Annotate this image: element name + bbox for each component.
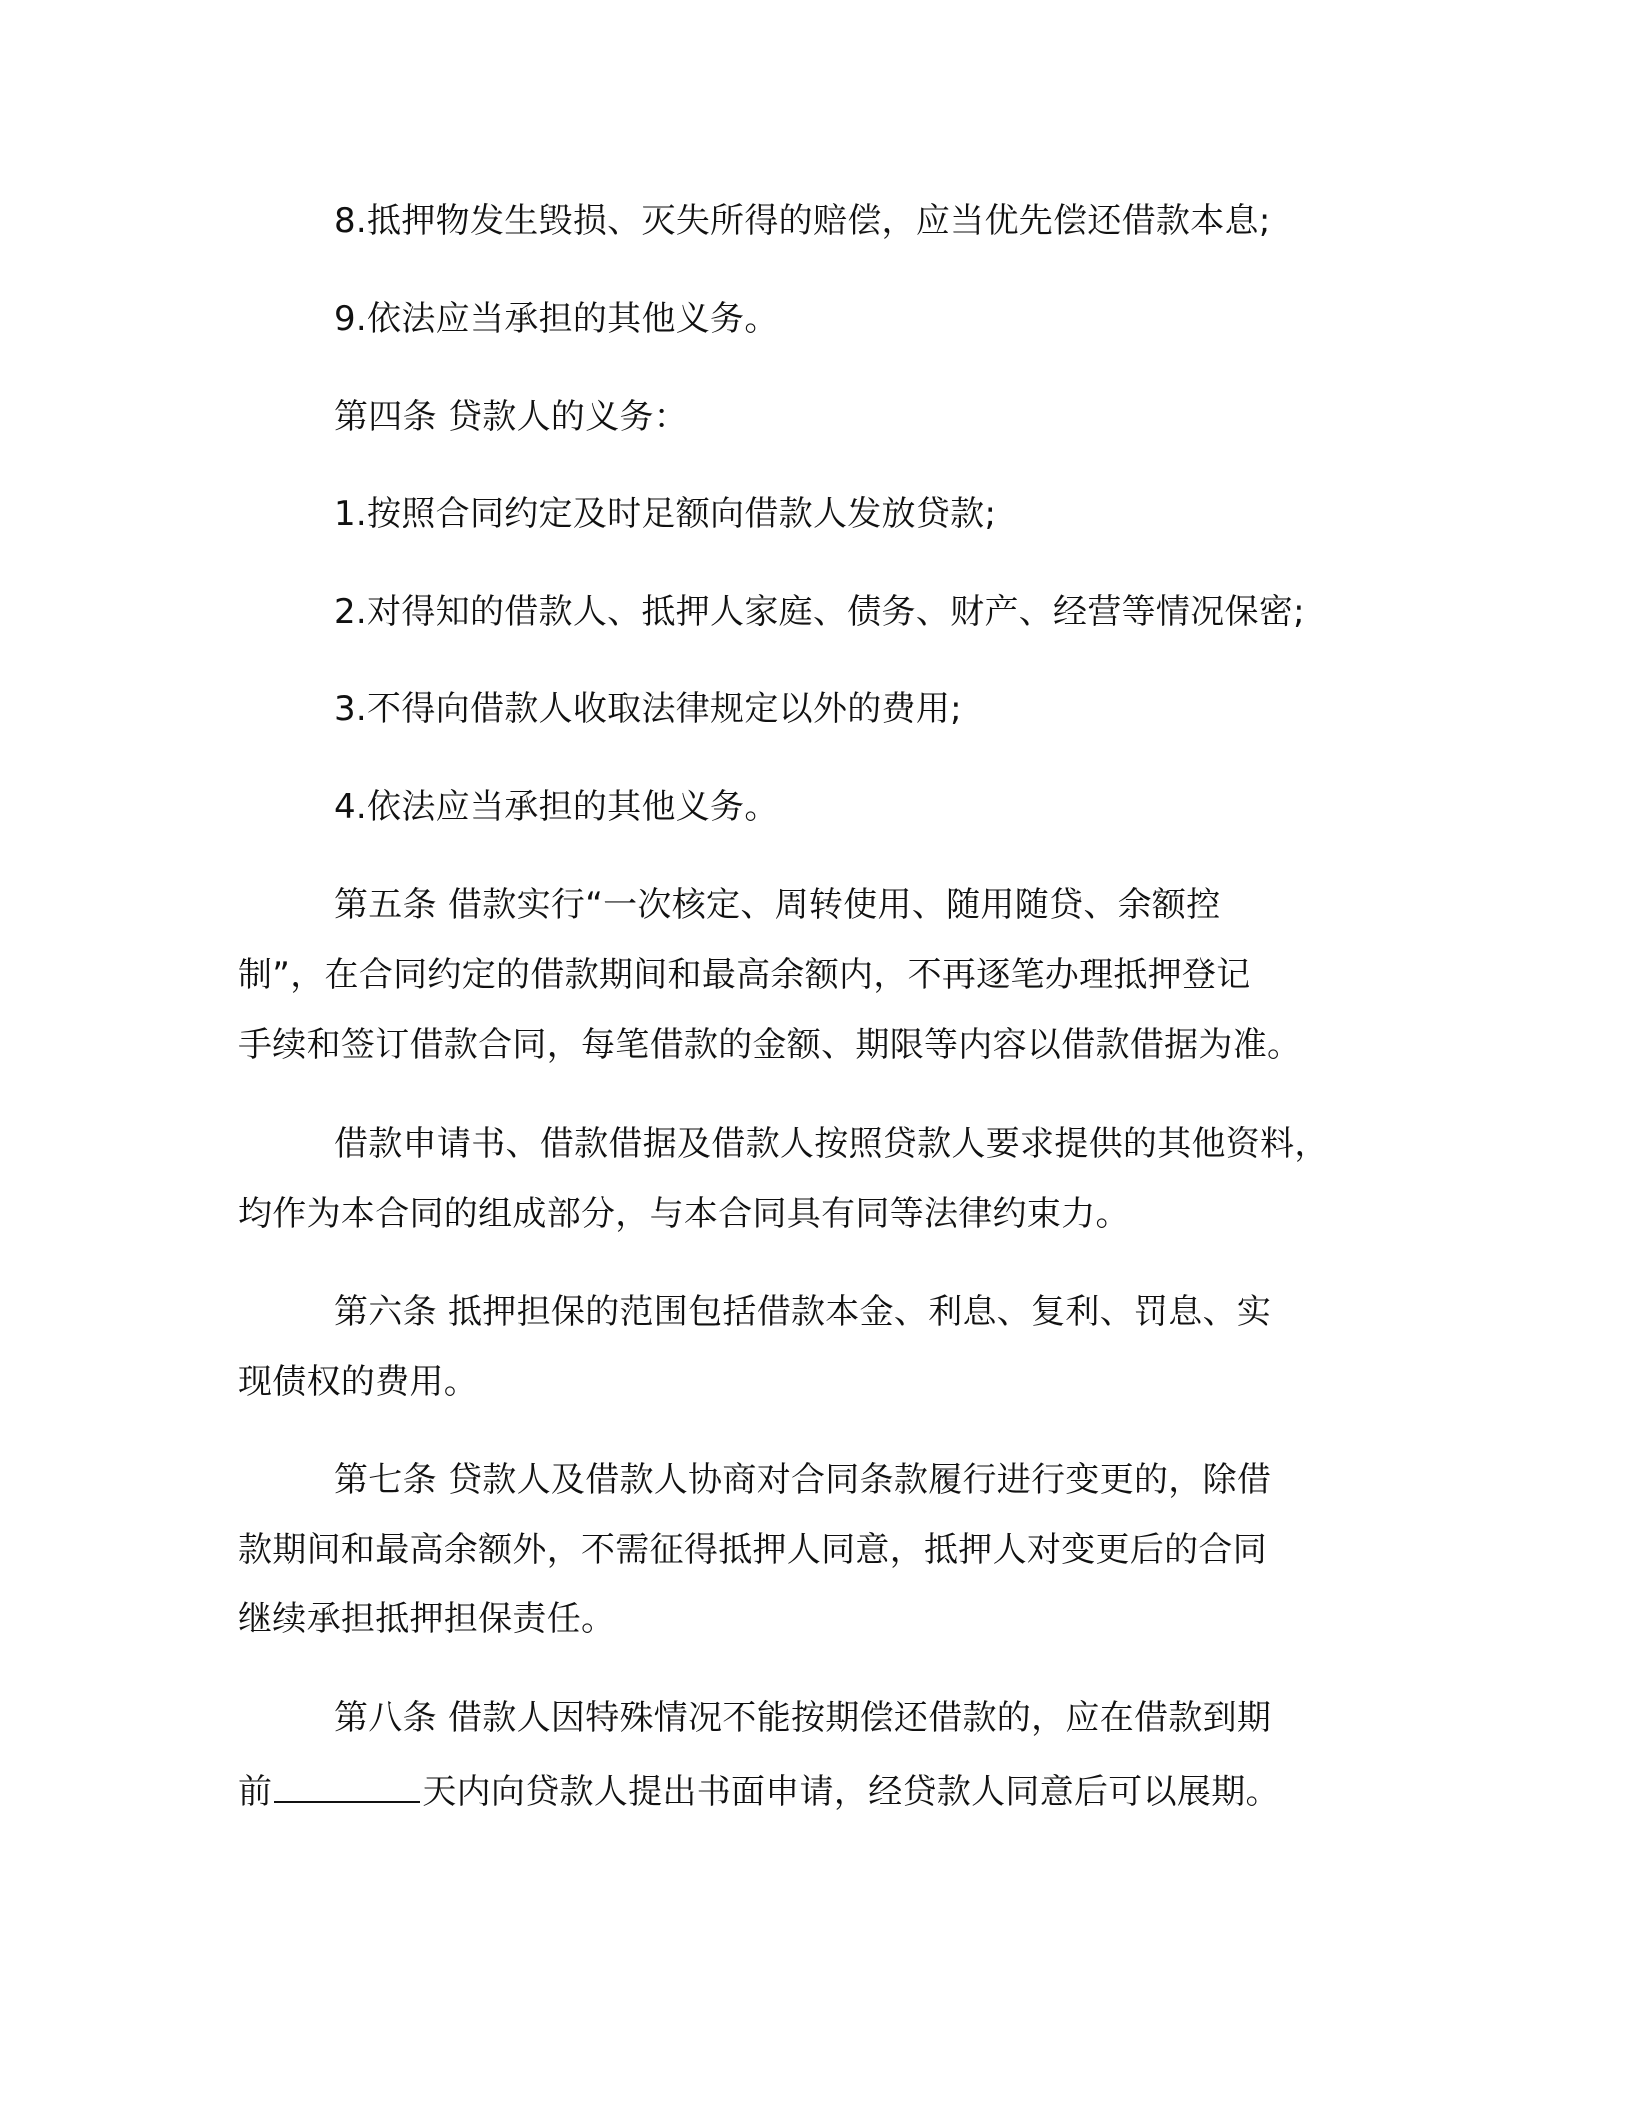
text-line-with-blank (238, 1771, 1280, 1812)
text-before-blank: 前 (238, 1772, 273, 1812)
text-line: 2.对得知的借款人、抵押人家庭、债务、财产、经营等情况保密; (334, 592, 1305, 632)
fill-in-blank (274, 1771, 420, 1803)
text-line: 制”，在合同约定的借款期间和最高余额内，不再逐笔办理抵押登记 (238, 955, 1251, 995)
text-line: 8.抵押物发生毁损、灭失所得的赔偿，应当优先偿还借款本息; (334, 201, 1271, 241)
section-heading: 第七条 贷款人及借款人协商对合同条款履行进行变更的，除借 (334, 1460, 1272, 1500)
section-heading: 第四条 贷款人的义务： (334, 397, 689, 437)
text-after-blank: 天内向贷款人提出书面申请，经贷款人同意后可以展期。 (422, 1772, 1280, 1812)
text-line: 1.按照合同约定及时足额向借款人发放贷款; (334, 494, 997, 534)
text-line: 继续承担抵押担保责任。 (238, 1599, 616, 1639)
text-line: 借款申请书、借款借据及借款人按照贷款人要求提供的其他资料， (334, 1124, 1329, 1164)
text-line: 款期间和最高余额外，不需征得抵押人同意，抵押人对变更后的合同 (238, 1530, 1267, 1570)
text-line: 4.依法应当承担的其他义务。 (334, 787, 779, 827)
text-line: 手续和签订借款合同，每笔借款的金额、期限等内容以借款借据为准。 (238, 1025, 1302, 1065)
text-line: 现债权的费用。 (238, 1362, 479, 1402)
section-heading: 第五条 借款实行“一次核定、周转使用、随用随贷、余额控 (334, 885, 1221, 925)
section-heading: 第八条 借款人因特殊情况不能按期偿还借款的，应在借款到期 (334, 1698, 1272, 1738)
text-line: 均作为本合同的组成部分，与本合同具有同等法律约束力。 (238, 1194, 1130, 1234)
text-line: 9.依法应当承担的其他义务。 (334, 299, 779, 339)
section-heading: 第六条 抵押担保的范围包括借款本金、利息、复利、罚息、实 (334, 1292, 1272, 1332)
text-line: 3.不得向借款人收取法律规定以外的费用; (334, 689, 962, 729)
